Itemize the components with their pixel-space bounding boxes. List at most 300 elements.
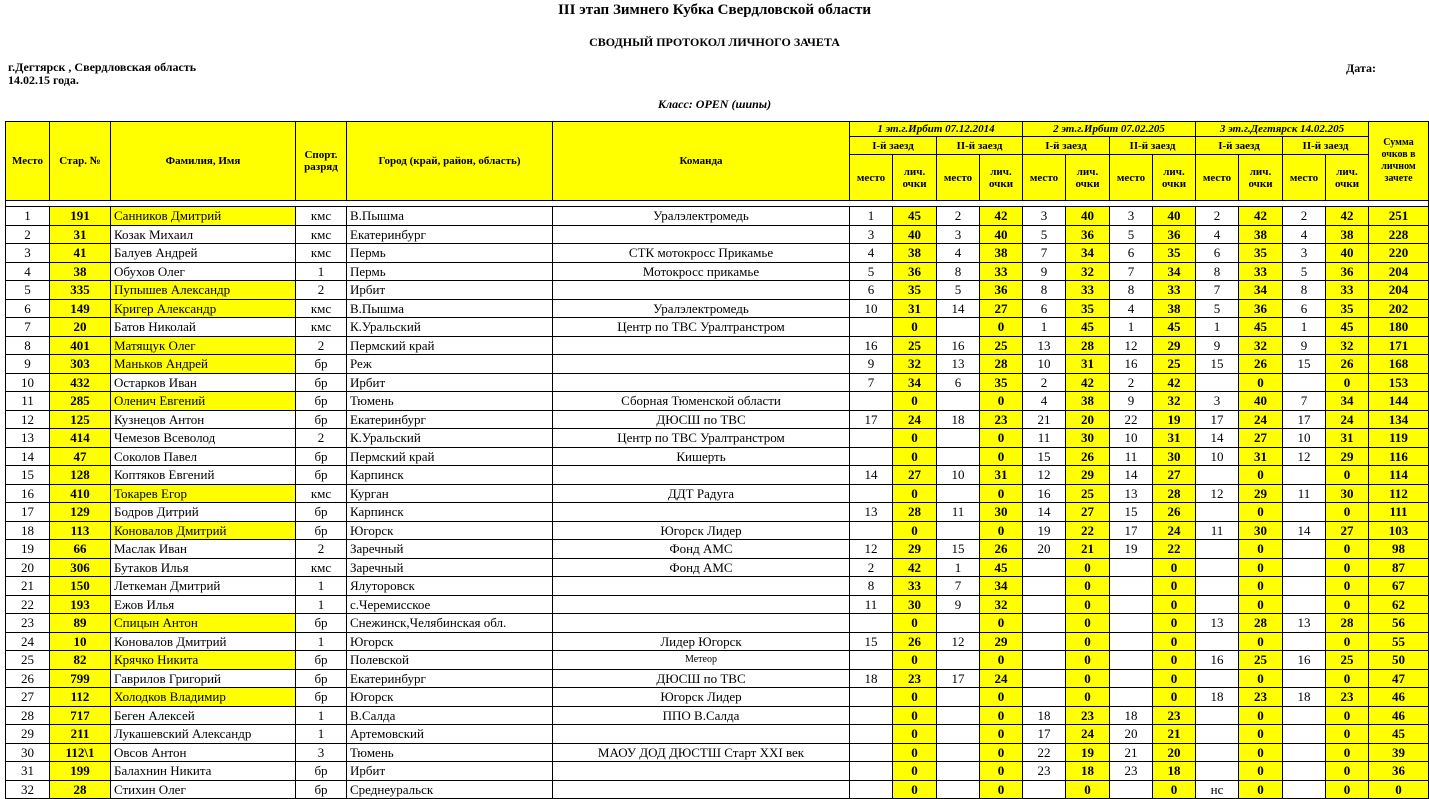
cell-points: 28	[893, 503, 937, 522]
cell-points: 29	[893, 540, 937, 559]
cell-position	[1283, 725, 1326, 744]
cell-position	[1196, 762, 1239, 781]
cell-total: 153	[1369, 373, 1429, 392]
cell-name: Холодков Владимир	[111, 688, 296, 707]
cell-position: 5	[937, 281, 980, 300]
cell-rank: бр	[296, 651, 347, 670]
cell-start-no: 211	[50, 725, 111, 744]
cell-position	[1196, 577, 1239, 596]
cell-points: 31	[893, 299, 937, 318]
cell-position: 18	[1283, 688, 1326, 707]
cell-team: ДЮСШ по ТВС	[553, 669, 850, 688]
col-stage3: 3 эт.г.Дегтярск 14.02.205	[1196, 122, 1369, 137]
cell-points: 0	[1326, 577, 1369, 596]
cell-position	[1283, 466, 1326, 485]
cell-position: 17	[1196, 410, 1239, 429]
cell-position: 19	[1023, 521, 1066, 540]
table-row	[6, 207, 1429, 226]
cell-city: Тюмень	[347, 743, 553, 762]
col-s3-heat1: I-й заезд	[1196, 137, 1283, 155]
cell-team: ДЮСШ по ТВС	[553, 410, 850, 429]
cell-position: 13	[937, 355, 980, 374]
cell-name: Оленич Евгений	[111, 392, 296, 411]
cell-position	[850, 688, 893, 707]
cell-place: 26	[6, 669, 50, 688]
cell-rank: бр	[296, 410, 347, 429]
cell-position: 2	[1283, 207, 1326, 226]
cell-team: Лидер Югорск	[553, 632, 850, 651]
cell-points: 36	[1326, 262, 1369, 281]
cell-points: 0	[893, 688, 937, 707]
col-pts: лич. очки	[1239, 155, 1283, 201]
cell-points: 0	[893, 651, 937, 670]
results-body	[6, 201, 1429, 799]
cell-points: 24	[980, 669, 1023, 688]
cell-place: 20	[6, 558, 50, 577]
cell-place: 13	[6, 429, 50, 448]
cell-total: 168	[1369, 355, 1429, 374]
cell-name: Балахнин Никита	[111, 762, 296, 781]
cell-position: 18	[1196, 688, 1239, 707]
cell-points: 0	[1066, 577, 1110, 596]
cell-rank: кмс	[296, 558, 347, 577]
cell-position: 15	[1196, 355, 1239, 374]
col-place: Место	[6, 122, 50, 201]
cell-city: Ирбит	[347, 281, 553, 300]
cell-position: 18	[1110, 706, 1153, 725]
cell-points: 0	[1326, 503, 1369, 522]
cell-position: 3	[937, 225, 980, 244]
cell-city: Реж	[347, 355, 553, 374]
cell-total: 45	[1369, 725, 1429, 744]
cell-position	[1196, 669, 1239, 688]
cell-points: 0	[1066, 614, 1110, 633]
cell-position: 15	[1023, 447, 1066, 466]
cell-points: 23	[1153, 706, 1196, 725]
cell-points: 0	[1326, 743, 1369, 762]
cell-points: 25	[1066, 484, 1110, 503]
cell-points: 42	[1326, 207, 1369, 226]
table-row	[6, 614, 1429, 633]
table-row	[6, 577, 1429, 596]
cell-position: 22	[1110, 410, 1153, 429]
cell-position	[850, 392, 893, 411]
cell-points: 0	[1066, 780, 1110, 799]
cell-points: 38	[1153, 299, 1196, 318]
cell-place: 5	[6, 281, 50, 300]
cell-position: 8	[850, 577, 893, 596]
cell-position: 2	[1023, 373, 1066, 392]
cell-points: 24	[1153, 521, 1196, 540]
cell-points: 0	[1239, 780, 1283, 799]
results-table	[5, 121, 1429, 799]
cell-city: В.Пышма	[347, 207, 553, 226]
cell-position	[937, 429, 980, 448]
cell-position	[850, 614, 893, 633]
cell-place: 24	[6, 632, 50, 651]
cell-start-no: 82	[50, 651, 111, 670]
cell-position	[937, 762, 980, 781]
cell-points: 0	[1066, 651, 1110, 670]
cell-points: 35	[893, 281, 937, 300]
cell-city: Пермь	[347, 244, 553, 263]
cell-position: 7	[1283, 392, 1326, 411]
cell-place: 10	[6, 373, 50, 392]
table-row	[6, 299, 1429, 318]
cell-position	[1283, 595, 1326, 614]
cell-total: 119	[1369, 429, 1429, 448]
cell-points: 0	[893, 521, 937, 540]
cell-position: 8	[1196, 262, 1239, 281]
cell-position: 6	[850, 281, 893, 300]
cell-position: 7	[1196, 281, 1239, 300]
cell-points: 42	[1066, 373, 1110, 392]
cell-position	[850, 706, 893, 725]
cell-place: 17	[6, 503, 50, 522]
cell-position: 15	[850, 632, 893, 651]
cell-points: 31	[1326, 429, 1369, 448]
cell-place: 32	[6, 780, 50, 799]
cell-team: ППО В.Салда	[553, 706, 850, 725]
cell-points: 45	[1066, 318, 1110, 337]
cell-position	[937, 484, 980, 503]
cell-total: 134	[1369, 410, 1429, 429]
cell-rank: кмс	[296, 299, 347, 318]
cell-city: Карпинск	[347, 466, 553, 485]
col-s2-heat1: I-й заезд	[1023, 137, 1110, 155]
cell-team	[553, 225, 850, 244]
cell-total: 56	[1369, 614, 1429, 633]
cell-rank: бр	[296, 355, 347, 374]
cell-position: 18	[1023, 706, 1066, 725]
table-row	[6, 392, 1429, 411]
col-rank: Спорт. разряд	[296, 122, 347, 201]
cell-points: 28	[980, 355, 1023, 374]
cell-place: 25	[6, 651, 50, 670]
cell-city: Тюмень	[347, 392, 553, 411]
cell-city: Пермь	[347, 262, 553, 281]
cell-points: 0	[980, 614, 1023, 633]
cell-position	[1023, 577, 1066, 596]
cell-position	[1023, 651, 1066, 670]
table-row	[6, 373, 1429, 392]
cell-team: СТК мотокросс Прикамье	[553, 244, 850, 263]
cell-points: 23	[1326, 688, 1369, 707]
cell-city: К.Уральский	[347, 429, 553, 448]
cell-rank: бр	[296, 392, 347, 411]
cell-position	[1110, 595, 1153, 614]
cell-points: 40	[1153, 207, 1196, 226]
cell-position: 13	[1110, 484, 1153, 503]
cell-points: 0	[1239, 743, 1283, 762]
cell-city: Ирбит	[347, 762, 553, 781]
cell-position	[1196, 706, 1239, 725]
cell-position: 16	[937, 336, 980, 355]
cell-name: Соколов Павел	[111, 447, 296, 466]
cell-city: К.Уральский	[347, 318, 553, 337]
cell-position: 6	[937, 373, 980, 392]
cell-position: 16	[1110, 355, 1153, 374]
cell-name: Матящук Олег	[111, 336, 296, 355]
cell-position: 5	[1023, 225, 1066, 244]
cell-points: 27	[1153, 466, 1196, 485]
cell-city: Снежинск,Челябинская обл.	[347, 614, 553, 633]
cell-position	[1110, 614, 1153, 633]
cell-points: 28	[1239, 614, 1283, 633]
cell-position: 3	[1283, 244, 1326, 263]
cell-total: 220	[1369, 244, 1429, 263]
cell-points: 0	[1239, 725, 1283, 744]
cell-total: 204	[1369, 281, 1429, 300]
cell-position	[937, 392, 980, 411]
cell-place: 23	[6, 614, 50, 633]
cell-points: 24	[893, 410, 937, 429]
cell-team	[553, 725, 850, 744]
cell-rank: бр	[296, 669, 347, 688]
col-pts: лич. очки	[1066, 155, 1110, 201]
cell-points: 23	[1066, 706, 1110, 725]
cell-position	[1283, 706, 1326, 725]
cell-points: 27	[1326, 521, 1369, 540]
cell-position	[1196, 466, 1239, 485]
cell-position: 9	[1283, 336, 1326, 355]
cell-team: ДДТ Радуга	[553, 484, 850, 503]
cell-position: 13	[1283, 614, 1326, 633]
cell-position: 20	[1023, 540, 1066, 559]
cell-total: 36	[1369, 762, 1429, 781]
cell-total: 98	[1369, 540, 1429, 559]
cell-city: Югорск	[347, 632, 553, 651]
cell-position	[1283, 632, 1326, 651]
cell-points: 26	[1326, 355, 1369, 374]
cell-start-no: 10	[50, 632, 111, 651]
cell-position: 14	[1283, 521, 1326, 540]
cell-position: 2	[1196, 207, 1239, 226]
cell-points: 27	[1239, 429, 1283, 448]
cell-points: 0	[1066, 632, 1110, 651]
cell-start-no: 113	[50, 521, 111, 540]
cell-points: 27	[893, 466, 937, 485]
cell-points: 25	[1239, 651, 1283, 670]
page-subtitle: СВОДНЫЙ ПРОТОКОЛ ЛИЧНОГО ЗАЧЕТА	[589, 35, 840, 49]
cell-rank: 1	[296, 262, 347, 281]
cell-position	[1196, 558, 1239, 577]
cell-points: 33	[1326, 281, 1369, 300]
cell-rank: 2	[296, 540, 347, 559]
cell-points: 27	[1066, 503, 1110, 522]
cell-position: 9	[1110, 392, 1153, 411]
cell-points: 28	[1326, 614, 1369, 633]
cell-total: 46	[1369, 688, 1429, 707]
cell-position: 2	[1110, 373, 1153, 392]
cell-points: 31	[1153, 429, 1196, 448]
cell-position	[850, 725, 893, 744]
cell-position: 1	[850, 207, 893, 226]
cell-name: Спицын Антон	[111, 614, 296, 633]
cell-start-no: 31	[50, 225, 111, 244]
cell-start-no: 41	[50, 244, 111, 263]
cell-position: 4	[1283, 225, 1326, 244]
cell-points: 0	[1326, 669, 1369, 688]
table-row	[6, 466, 1429, 485]
cell-position: 16	[1196, 651, 1239, 670]
cell-points: 28	[1153, 484, 1196, 503]
cell-city: В.Салда	[347, 706, 553, 725]
cell-position	[1023, 614, 1066, 633]
cell-points: 34	[980, 577, 1023, 596]
cell-city: Карпинск	[347, 503, 553, 522]
cell-points: 32	[980, 595, 1023, 614]
cell-points: 0	[980, 780, 1023, 799]
cell-city: Югорск	[347, 688, 553, 707]
cell-points: 34	[893, 373, 937, 392]
col-team: Команда	[553, 122, 850, 201]
cell-rank: бр	[296, 521, 347, 540]
table-row	[6, 706, 1429, 725]
cell-place: 15	[6, 466, 50, 485]
cell-name: Коновалов Дмитрий	[111, 521, 296, 540]
cell-rank: кмс	[296, 244, 347, 263]
cell-rank: 1	[296, 706, 347, 725]
cell-position	[937, 447, 980, 466]
cell-total: 50	[1369, 651, 1429, 670]
cell-points: 0	[1326, 780, 1369, 799]
cell-position	[1196, 373, 1239, 392]
col-name: Фамилия, Имя	[111, 122, 296, 201]
cell-points: 40	[1066, 207, 1110, 226]
cell-points: 34	[1066, 244, 1110, 263]
cell-start-no: 303	[50, 355, 111, 374]
cell-points: 0	[980, 651, 1023, 670]
cell-points: 0	[1153, 688, 1196, 707]
cell-points: 45	[980, 558, 1023, 577]
cell-position	[1110, 558, 1153, 577]
cell-position: 11	[1283, 484, 1326, 503]
table-row	[6, 688, 1429, 707]
cell-points: 30	[1066, 429, 1110, 448]
cell-points: 20	[1153, 743, 1196, 762]
cell-points: 0	[1153, 614, 1196, 633]
cell-total: 62	[1369, 595, 1429, 614]
cell-total: 144	[1369, 392, 1429, 411]
cell-place: 3	[6, 244, 50, 263]
cell-position	[1196, 503, 1239, 522]
cell-points: 40	[1239, 392, 1283, 411]
cell-position	[937, 688, 980, 707]
table-row	[6, 336, 1429, 355]
cell-position: 2	[937, 207, 980, 226]
cell-position	[937, 651, 980, 670]
cell-position	[937, 743, 980, 762]
cell-team: Метеор	[553, 651, 850, 670]
cell-points: 36	[893, 262, 937, 281]
cell-total: 39	[1369, 743, 1429, 762]
cell-points: 24	[1326, 410, 1369, 429]
cell-points: 25	[1326, 651, 1369, 670]
cell-points: 23	[1239, 688, 1283, 707]
cell-name: Токарев Егор	[111, 484, 296, 503]
cell-total: 116	[1369, 447, 1429, 466]
cell-rank: 2	[296, 281, 347, 300]
cell-points: 0	[1066, 688, 1110, 707]
cell-start-no: 38	[50, 262, 111, 281]
cell-points: 0	[893, 762, 937, 781]
cell-rank: кмс	[296, 225, 347, 244]
cell-position: 18	[850, 669, 893, 688]
cell-points: 0	[1153, 632, 1196, 651]
cell-points: 0	[1153, 780, 1196, 799]
table-row	[6, 743, 1429, 762]
col-s1-heat2: II-й заезд	[937, 137, 1023, 155]
cell-points: 0	[980, 429, 1023, 448]
cell-points: 0	[1326, 373, 1369, 392]
col-pos: место	[1283, 155, 1326, 201]
cell-points: 32	[893, 355, 937, 374]
cell-start-no: 193	[50, 595, 111, 614]
cell-start-no: 129	[50, 503, 111, 522]
cell-points: 24	[1239, 410, 1283, 429]
cell-position: 21	[1110, 743, 1153, 762]
cell-team	[553, 466, 850, 485]
cell-points: 30	[893, 595, 937, 614]
cell-position: 12	[1110, 336, 1153, 355]
table-row	[6, 484, 1429, 503]
table-row	[6, 244, 1429, 263]
cell-place: 11	[6, 392, 50, 411]
cell-start-no: 199	[50, 762, 111, 781]
cell-points: 0	[1239, 540, 1283, 559]
cell-team	[553, 336, 850, 355]
cell-position	[1283, 373, 1326, 392]
cell-points: 35	[980, 373, 1023, 392]
cell-points: 38	[893, 244, 937, 263]
cell-position: 21	[1023, 410, 1066, 429]
date-label: Дата:	[1346, 61, 1376, 75]
cell-position	[850, 484, 893, 503]
cell-points: 0	[1239, 577, 1283, 596]
cell-position: 7	[1023, 244, 1066, 263]
cell-team: Уралэлектромедь	[553, 207, 850, 226]
cell-points: 0	[1066, 669, 1110, 688]
col-stage1: 1 эт.г.Ирбит 07.12.2014	[850, 122, 1023, 137]
cell-points: 26	[1153, 503, 1196, 522]
cell-position: 11	[1023, 429, 1066, 448]
cell-team: Югорск Лидер	[553, 521, 850, 540]
cell-position: 12	[1196, 484, 1239, 503]
cell-points: 0	[1153, 669, 1196, 688]
cell-city: Екатеринбург	[347, 225, 553, 244]
cell-position	[1110, 669, 1153, 688]
cell-points: 35	[1066, 299, 1110, 318]
cell-team: Центр по ТВС Уралтранстром	[553, 318, 850, 337]
cell-position: 9	[937, 595, 980, 614]
cell-points: 36	[1239, 299, 1283, 318]
cell-total: 111	[1369, 503, 1429, 522]
cell-city: Екатеринбург	[347, 669, 553, 688]
cell-position: 12	[1023, 466, 1066, 485]
cell-points: 26	[1239, 355, 1283, 374]
cell-points: 29	[1326, 447, 1369, 466]
cell-points: 42	[1153, 373, 1196, 392]
cell-position	[1283, 762, 1326, 781]
cell-position	[850, 429, 893, 448]
cell-position: 11	[850, 595, 893, 614]
cell-position: 11	[1110, 447, 1153, 466]
cell-position	[1283, 669, 1326, 688]
cell-total: 55	[1369, 632, 1429, 651]
cell-start-no: 401	[50, 336, 111, 355]
cell-place: 16	[6, 484, 50, 503]
